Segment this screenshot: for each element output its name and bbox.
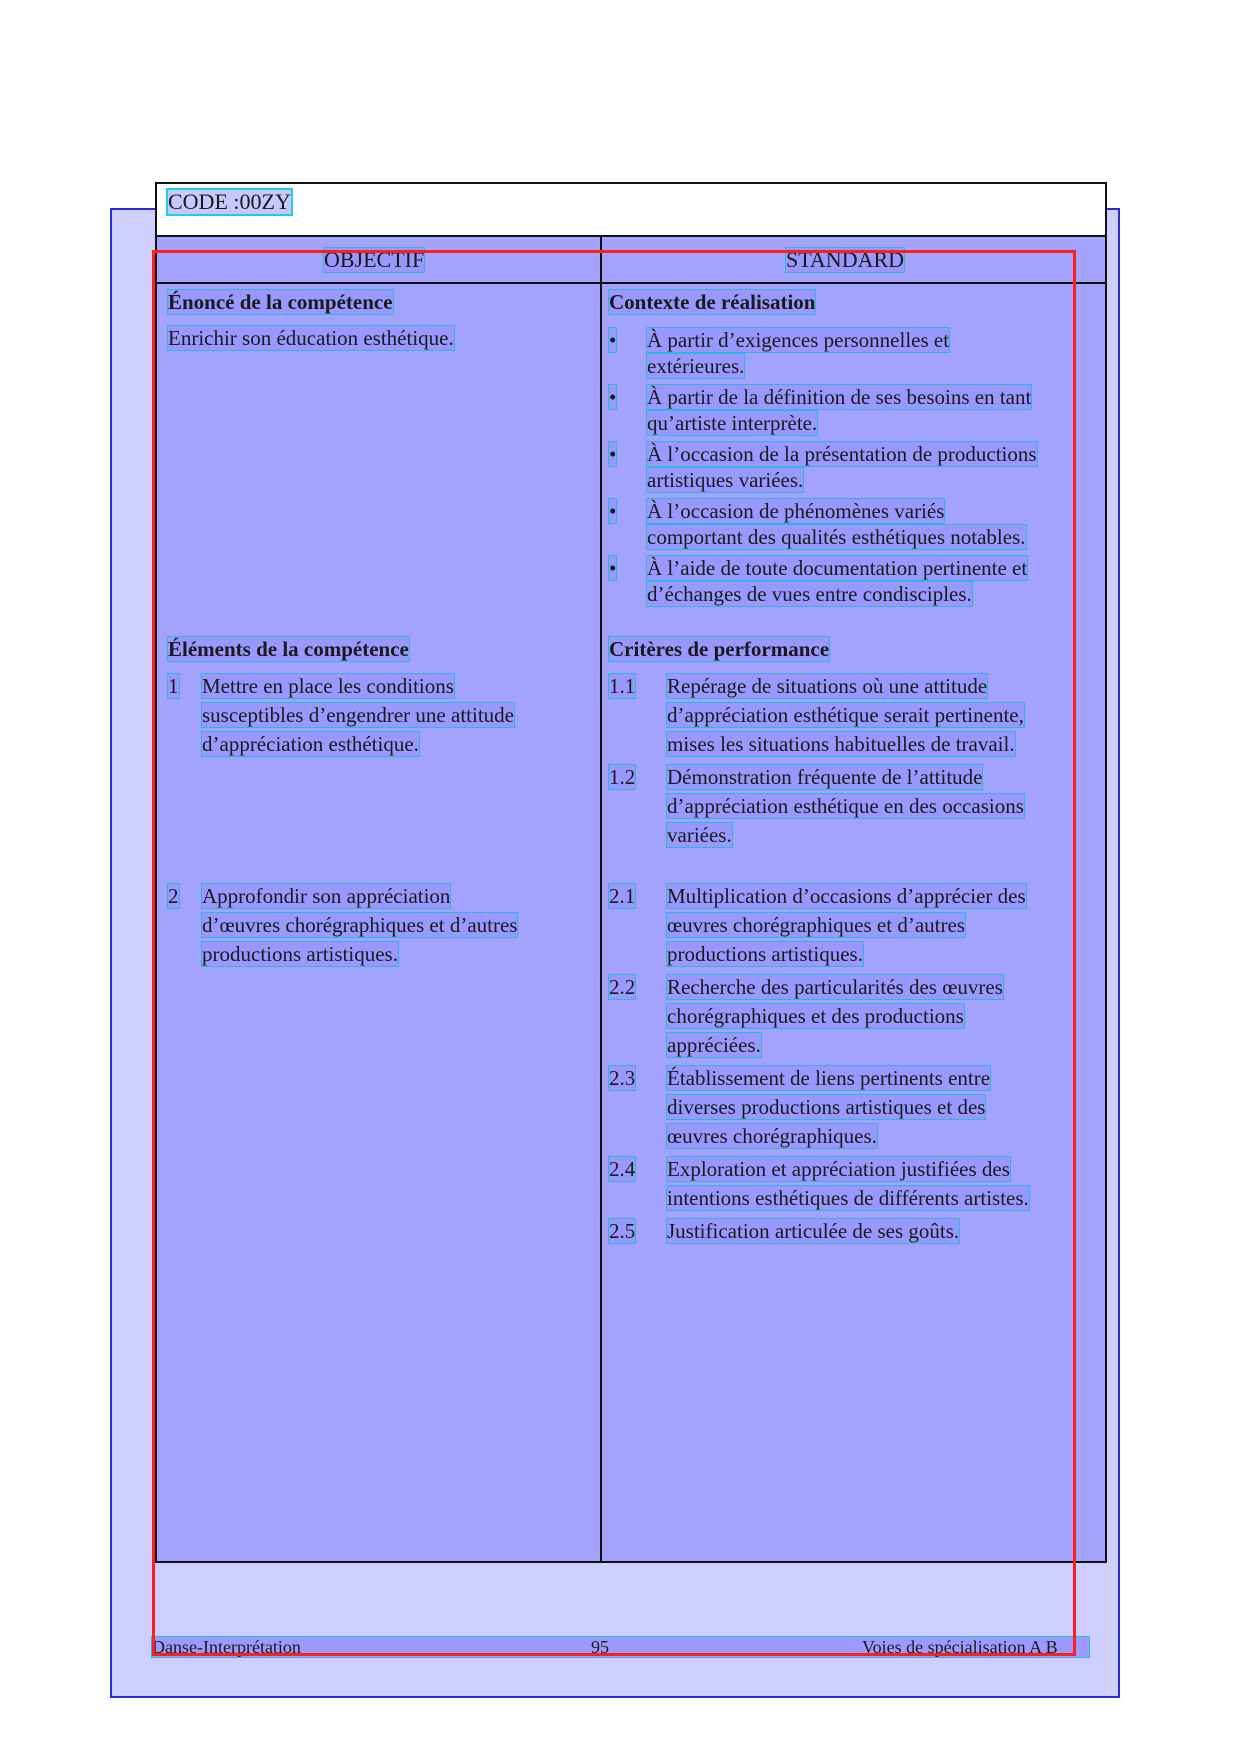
element-number: 1 <box>168 674 179 698</box>
bullet: • <box>609 556 617 580</box>
element-line: productions artistiques. <box>202 942 398 966</box>
footer-program: Danse-Interprétation <box>152 1637 301 1657</box>
critere-line: œuvres chorégraphiques. <box>667 1124 877 1148</box>
criteres-title: Critères de performance <box>609 637 830 661</box>
critere-line: Recherche des particularités des œuvres <box>667 975 1003 999</box>
critere-line: variées. <box>667 823 732 847</box>
critere-line: appréciées. <box>667 1033 761 1057</box>
contexte-line: extérieures. <box>647 354 745 378</box>
critere-number: 1.2 <box>609 765 636 789</box>
contexte-line: À partir de la définition de ses besoins en tant <box>647 385 1032 409</box>
critere-line: Exploration et appréciation justifiées des <box>667 1157 1010 1181</box>
element-number: 2 <box>168 884 179 908</box>
critere-number: 2.4 <box>609 1157 636 1181</box>
critere-line: Justification articulée de ses goûts. <box>667 1219 960 1243</box>
contexte-line: À l’occasion de phénomènes variés <box>647 499 945 523</box>
critere-line: productions artistiques. <box>667 942 863 966</box>
critere-number: 2.2 <box>609 975 636 999</box>
critere-line: Multiplication d’occasions d’apprécier des <box>667 884 1026 908</box>
standard-header: STANDARD <box>786 247 905 272</box>
contexte-line: À partir d’exigences personnelles et <box>647 328 950 352</box>
enonce-text: Enrichir son éducation esthétique. <box>168 326 454 350</box>
contexte-line: À l’aide de toute documentation pertinente et <box>647 556 1028 580</box>
critere-line: Établissement de liens pertinents entre <box>667 1066 991 1090</box>
element-line: susceptibles d’engendrer une attitude <box>202 703 514 727</box>
element-line: d’œuvres chorégraphiques et d’autres <box>202 913 518 937</box>
critere-line: mises les situations habituelles de travail. <box>667 732 1015 756</box>
contexte-line: d’échanges de vues entre condisciples. <box>647 582 972 606</box>
code-band <box>155 182 1107 236</box>
critere-number: 1.1 <box>609 674 636 698</box>
elements-title: Éléments de la compétence <box>168 637 409 661</box>
footer-page-number: 95 <box>591 1637 609 1657</box>
critere-number: 2.1 <box>609 884 636 908</box>
enonce-title: Énoncé de la compétence <box>168 290 393 314</box>
element-line: d’appréciation esthétique. <box>202 732 419 756</box>
critere-line: chorégraphiques et des productions <box>667 1004 964 1028</box>
bullet: • <box>609 328 617 352</box>
critere-number: 2.3 <box>609 1066 636 1090</box>
critere-line: d’appréciation esthétique serait pertinente, <box>667 703 1024 727</box>
critere-line: intentions esthétiques de différents artistes. <box>667 1186 1029 1210</box>
critere-line: Repérage de situations où une attitude <box>667 674 988 698</box>
contexte-title: Contexte de réalisation <box>609 290 816 314</box>
critere-line: œuvres chorégraphiques et d’autres <box>667 913 965 937</box>
footer-section: Voies de spécialisation A B <box>862 1637 1058 1657</box>
contexte-line: qu’artiste interprète. <box>647 411 818 435</box>
element-line: Mettre en place les conditions <box>202 674 454 698</box>
contexte-line: comportant des qualités esthétiques notables. <box>647 525 1026 549</box>
critere-line: diverses productions artistiques et des <box>667 1095 986 1119</box>
bullet: • <box>609 442 617 466</box>
contexte-line: À l’occasion de la présentation de productions <box>647 442 1037 466</box>
critere-number: 2.5 <box>609 1219 636 1243</box>
contexte-line: artistiques variées. <box>647 468 804 492</box>
critere-line: d’appréciation esthétique en des occasions <box>667 794 1024 818</box>
bullet: • <box>609 385 617 409</box>
competency-code: CODE :00ZY <box>168 189 291 214</box>
bullet: • <box>609 499 617 523</box>
header-rule-top <box>155 235 1107 237</box>
selection-outline <box>152 247 1076 1656</box>
element-line: Approfondir son appréciation <box>202 884 451 908</box>
objective-header: OBJECTIF <box>324 247 425 272</box>
critere-line: Démonstration fréquente de l’attitude <box>667 765 983 789</box>
